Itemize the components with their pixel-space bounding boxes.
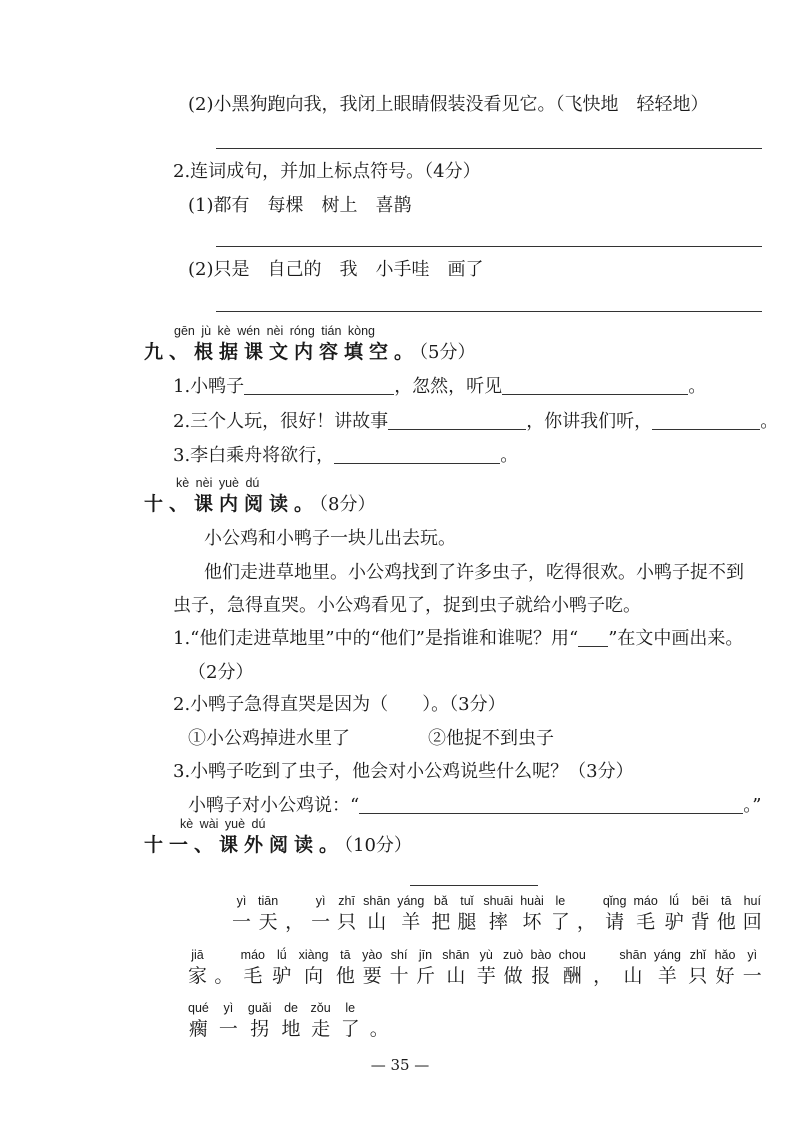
q2-item2: (2)只是 自己的 我 小手哇 画了 <box>188 259 484 280</box>
text: 。 <box>760 411 779 432</box>
ruby-line-2 <box>188 947 762 989</box>
pinyin: bào <box>530 948 552 962</box>
ruby-char <box>311 893 330 935</box>
ruby-char <box>477 947 496 989</box>
pinyin: tuǐ <box>460 894 474 908</box>
pinyin: zhǐ <box>689 948 706 962</box>
hanzi: 请 <box>605 911 625 933</box>
q8-item2-text: (2)小黑狗跑向我，我闭上眼睛假装没看见它。 <box>188 94 556 115</box>
pinyin: de <box>284 1001 298 1015</box>
page-number: — 35 — <box>370 1056 430 1074</box>
hanzi: 报 <box>531 965 551 987</box>
ruby-char <box>188 1000 209 1042</box>
hanzi: 一 <box>218 1018 238 1040</box>
q2-title: 2.连词成句，并加上标点符号。（4分） <box>173 161 481 182</box>
pinyin: shí <box>390 948 408 962</box>
ruby-char <box>241 947 265 989</box>
pinyin: huài <box>520 894 544 908</box>
pinyin: qué <box>188 1001 209 1015</box>
ruby-char <box>311 1000 331 1042</box>
pinyin: yù <box>479 948 493 962</box>
section10-pinyin: kè nèi yuè dú <box>176 476 260 490</box>
text: 。 <box>500 445 519 466</box>
hanzi: 一 <box>232 911 252 933</box>
pinyin: máo <box>240 948 265 962</box>
hanzi: 了 <box>340 1018 360 1040</box>
ruby-char <box>341 1000 360 1042</box>
ruby-char <box>258 893 278 935</box>
ruby-char <box>717 893 736 935</box>
section11-title: 十一、课外阅读。 <box>144 834 345 856</box>
fill-blank[interactable] <box>244 376 394 395</box>
ruby-char <box>282 1000 301 1042</box>
hanzi: 背 <box>690 911 710 933</box>
ruby-char <box>520 893 544 935</box>
pinyin: tiān <box>258 894 279 908</box>
section9-header <box>144 340 475 365</box>
ruby-char <box>559 947 586 989</box>
ruby-char <box>363 893 390 935</box>
pinyin: shān <box>619 948 647 962</box>
text: 。 <box>688 376 707 397</box>
pinyin: bēi <box>691 894 709 908</box>
answer-line[interactable] <box>216 311 762 312</box>
hanzi: 羊 <box>657 965 677 987</box>
ruby-char <box>743 893 762 935</box>
hanzi: 瘸 <box>188 1018 208 1040</box>
section10-score: （8分） <box>319 494 376 515</box>
ruby-char <box>619 947 646 989</box>
pinyin: yáng <box>653 948 681 962</box>
section10-q3-answer <box>188 794 761 818</box>
hanzi: 腿 <box>457 911 477 933</box>
pinyin <box>285 893 304 909</box>
ruby-char <box>551 893 570 935</box>
hanzi: 他 <box>716 911 736 933</box>
hanzi: 山 <box>367 911 387 933</box>
section10-opt2: ②他捉不到虫子 <box>428 728 554 749</box>
pinyin: jiā <box>191 948 204 962</box>
pinyin: le <box>345 1001 356 1015</box>
ruby-char <box>336 947 355 989</box>
pinyin <box>214 947 233 963</box>
hanzi: ， <box>285 911 305 933</box>
fill-blank[interactable] <box>388 411 526 430</box>
underline-mark <box>578 628 608 647</box>
ruby-char <box>633 893 657 935</box>
pinyin: qǐng <box>602 894 627 908</box>
q2-item1: (1)都有 每棵 树上 喜鹊 <box>188 195 412 216</box>
hanzi: 拐 <box>250 1018 270 1040</box>
hanzi: 山 <box>623 965 643 987</box>
section9-item2 <box>173 410 778 434</box>
hanzi: 只 <box>337 911 357 933</box>
section10-q1 <box>173 627 743 651</box>
text: ”在文中画出来。 <box>608 628 744 649</box>
section11-pinyin: kè wài yuè dú <box>180 817 266 831</box>
pinyin: máo <box>633 894 658 908</box>
ruby-char <box>299 947 329 989</box>
pinyin: hǎo <box>714 948 736 962</box>
hanzi: 毛 <box>636 911 656 933</box>
ruby-char <box>593 947 612 989</box>
ruby-char <box>232 893 251 935</box>
hanzi: 酬 <box>562 965 582 987</box>
section9-item3 <box>173 444 518 468</box>
answer-line[interactable] <box>216 148 762 149</box>
ruby-char <box>431 893 450 935</box>
fill-blank[interactable] <box>652 411 760 430</box>
section9-item1 <box>173 375 706 399</box>
hanzi: 好 <box>715 965 735 987</box>
pinyin: yì <box>223 1001 234 1015</box>
title-blank-line[interactable] <box>410 885 538 886</box>
hanzi: 地 <box>281 1018 301 1040</box>
text: 2.三个人玩，很好！讲故事 <box>173 411 389 432</box>
ruby-char <box>691 893 710 935</box>
ruby-char <box>531 947 552 989</box>
hanzi: 向 <box>304 965 324 987</box>
hanzi: 家 <box>188 965 208 987</box>
hanzi: 驴 <box>272 965 292 987</box>
hanzi: 十 <box>389 965 409 987</box>
hanzi: 芋 <box>476 965 496 987</box>
ruby-char <box>442 947 469 989</box>
hanzi: 一 <box>311 911 331 933</box>
section9-title: 九、根据课文内容填空。 <box>144 341 420 363</box>
ruby-char <box>219 1000 238 1042</box>
hanzi: 天 <box>258 911 278 933</box>
hanzi: 坏 <box>522 911 542 933</box>
pinyin: yì <box>315 894 326 908</box>
hanzi: 一 <box>742 965 762 987</box>
hanzi: 摔 <box>488 911 508 933</box>
q8-item2-options: （飞快地 轻轻地） <box>555 94 709 115</box>
section10-title: 十、课内阅读。 <box>144 493 320 515</box>
text: ，忽然，听见 <box>394 376 503 397</box>
pinyin: jīn <box>418 948 433 962</box>
pinyin: zhī <box>338 894 355 908</box>
ruby-char <box>743 947 762 989</box>
ruby-char <box>503 947 523 989</box>
ruby-char <box>397 893 424 935</box>
pinyin <box>577 893 596 909</box>
ruby-line-1 <box>232 893 762 935</box>
text: 3.李白乘舟将欲行， <box>173 445 335 466</box>
ruby-char <box>370 1000 389 1042</box>
section10-opt1: ①小公鸡掉进水里了 <box>188 728 350 749</box>
answer-line[interactable] <box>216 246 762 247</box>
hanzi: 斤 <box>415 965 435 987</box>
q8-item2 <box>188 93 709 117</box>
hanzi: ， <box>576 911 596 933</box>
hanzi: ， <box>593 965 613 987</box>
ruby-char <box>665 893 684 935</box>
section10-p2: 他们走进草地里。小公鸡找到了许多虫子，吃得很欢。小鸭子捉不到 <box>204 562 744 583</box>
pinyin: guǎi <box>247 1001 272 1015</box>
ruby-char <box>337 893 356 935</box>
text: ，你讲我们听， <box>526 411 653 432</box>
ruby-char <box>285 893 304 935</box>
pinyin: tā <box>721 894 732 908</box>
ruby-char <box>603 893 627 935</box>
text: 小鸭子对小公鸡说：“ <box>188 795 360 816</box>
pinyin: zuò <box>503 948 524 962</box>
pinyin: chou <box>558 948 586 962</box>
hanzi: 山 <box>446 965 466 987</box>
pinyin: yì <box>747 948 758 962</box>
pinyin: xiàng <box>298 948 329 962</box>
pinyin: yì <box>236 894 247 908</box>
hanzi: 羊 <box>401 911 421 933</box>
ruby-char <box>577 893 596 935</box>
pinyin: shuāi <box>483 894 514 908</box>
text: 1.“他们走进草地里”中的“他们”是指谁和谁呢？用“ <box>173 628 579 649</box>
ruby-char <box>248 1000 272 1042</box>
ruby-char <box>272 947 291 989</box>
text: 1.小鸭子 <box>173 376 245 397</box>
section10-header <box>144 492 375 517</box>
section9-score: （5分） <box>419 342 476 363</box>
hanzi: 回 <box>742 911 762 933</box>
pinyin <box>370 1000 389 1016</box>
ruby-line-3 <box>188 1000 389 1042</box>
hanzi: 。 <box>214 965 234 987</box>
pinyin <box>593 947 612 963</box>
ruby-char <box>214 947 233 989</box>
text: 2.小鸭子急得直哭是因为（ <box>173 694 389 715</box>
section10-q1-score: （2分） <box>188 662 254 683</box>
pinyin: yào <box>362 948 383 962</box>
ruby-char <box>188 947 207 989</box>
section10-q2 <box>173 693 506 717</box>
text: ）。（3分） <box>422 694 506 715</box>
hanzi: 只 <box>688 965 708 987</box>
section9-pinyin: gēn jù kè wén nèi róng tián kòng <box>174 324 375 338</box>
section10-q3: 3.小鸭子吃到了虫子，他会对小公鸡说些什么呢？（3分） <box>173 761 634 782</box>
ruby-char <box>390 947 409 989</box>
ruby-char <box>654 947 681 989</box>
pinyin: yáng <box>397 894 425 908</box>
ruby-char <box>362 947 382 989</box>
hanzi: 了 <box>550 911 570 933</box>
pinyin: huí <box>743 894 761 908</box>
fill-blank[interactable] <box>359 795 743 814</box>
hanzi: 做 <box>503 965 523 987</box>
hanzi: 走 <box>311 1018 331 1040</box>
pinyin: zǒu <box>310 1001 331 1015</box>
pinyin: le <box>555 894 566 908</box>
hanzi: 毛 <box>243 965 263 987</box>
fill-blank[interactable] <box>502 376 688 395</box>
section10-p3: 虫子，急得直哭。小公鸡看见了，捉到虫子就给小鸭子吃。 <box>173 595 641 616</box>
ruby-char <box>715 947 736 989</box>
hanzi: 把 <box>431 911 451 933</box>
pinyin: shān <box>442 948 470 962</box>
hanzi: 。 <box>369 1018 389 1040</box>
fill-blank[interactable] <box>334 445 500 464</box>
section10-p1: 小公鸡和小鸭子一块儿出去玩。 <box>204 528 456 549</box>
pinyin: tā <box>340 948 351 962</box>
section11-header <box>144 833 412 858</box>
pinyin: bǎ <box>433 894 448 908</box>
pinyin: shān <box>363 894 391 908</box>
hanzi: 他 <box>335 965 355 987</box>
pinyin: lǘ <box>669 894 680 908</box>
pinyin: lǘ <box>276 948 287 962</box>
hanzi: 要 <box>362 965 382 987</box>
text: 。” <box>743 795 762 816</box>
ruby-char <box>483 893 513 935</box>
hanzi: 驴 <box>664 911 684 933</box>
ruby-char <box>688 947 707 989</box>
ruby-char <box>457 893 476 935</box>
section11-score: （10分） <box>344 835 412 856</box>
ruby-char <box>416 947 435 989</box>
